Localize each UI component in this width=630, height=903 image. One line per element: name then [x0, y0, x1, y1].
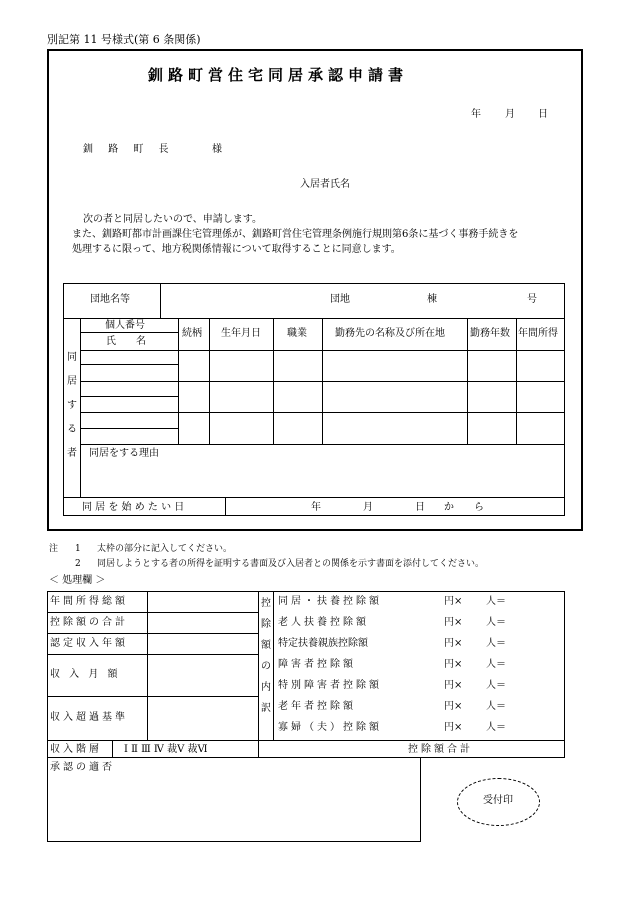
- deduction-breakdown-char: 内: [261, 682, 271, 693]
- certified-income-label: 認定収入年額: [50, 638, 128, 649]
- date-day-label: 日: [538, 109, 548, 120]
- persons-eq: 人＝: [486, 596, 506, 607]
- persons-eq: 人＝: [486, 659, 506, 670]
- deduction-grand-total-label: 控除額合計: [408, 744, 473, 755]
- form-title: 釧路町営住宅同居承認申請書: [148, 66, 409, 84]
- deduction-label: 特別障害者控除額: [278, 680, 382, 691]
- start-from-1: か: [444, 502, 454, 513]
- start-from-2: ら: [474, 502, 484, 513]
- persons-eq: 人＝: [486, 617, 506, 628]
- addressee-suffix: 様: [212, 144, 222, 155]
- complex-suffix: 団地: [330, 294, 350, 305]
- note-text: 太枠の部分に記入してください。: [97, 544, 233, 554]
- note-label: 注: [49, 544, 59, 554]
- side-label-char: 者: [67, 448, 77, 459]
- persons-eq: 人＝: [486, 722, 506, 733]
- col-years: 勤務年数: [470, 328, 510, 339]
- note-number: 2: [75, 559, 81, 569]
- start-year: 年: [311, 502, 321, 513]
- yen-times: 円×: [444, 596, 463, 607]
- col-name: 氏 名: [106, 336, 146, 347]
- deduction-label: 特定扶養親族控除額: [278, 638, 368, 649]
- persons-eq: 人＝: [486, 701, 506, 712]
- date-year-label: 年: [471, 109, 481, 120]
- deduction-label: 老年者控除額: [278, 701, 356, 712]
- unit-suffix: 号: [527, 294, 537, 305]
- col-occupation: 職業: [287, 328, 307, 339]
- deduction-label: 同居・扶養控除額: [278, 596, 382, 607]
- reason-label: 同居をする理由: [89, 448, 159, 459]
- side-label-char: す: [67, 400, 77, 411]
- excess-income-standard-label: 収入超過基準: [50, 712, 128, 723]
- persons-eq: 人＝: [486, 638, 506, 649]
- yen-times: 円×: [444, 722, 463, 733]
- deduction-label: 老人扶養控除額: [278, 617, 369, 628]
- deduction-total-label: 控除額の合計: [50, 617, 128, 628]
- side-label-char: 居: [67, 376, 77, 387]
- building-suffix: 棟: [427, 294, 437, 305]
- yen-times: 円×: [444, 638, 463, 649]
- col-relation: 続柄: [182, 328, 202, 339]
- col-personal-number: 個人番号: [105, 320, 145, 331]
- date-month-label: 月: [505, 109, 515, 120]
- reception-stamp-label: 受付印: [483, 795, 513, 806]
- deduction-breakdown-char: 除: [261, 619, 271, 630]
- deduction-breakdown-char: 額: [261, 640, 271, 651]
- start-month: 月: [363, 502, 373, 513]
- note-number: 1: [75, 544, 81, 554]
- form-reference: 別記第 11 号様式(第 6 条関係): [47, 33, 201, 46]
- monthly-income-label: 収 入 月 額: [50, 669, 121, 680]
- deduction-breakdown-char: 訳: [261, 703, 271, 714]
- start-date-label: 同 居 を 始 め た い 日: [82, 502, 185, 513]
- statement-line-3: 処理するに限って、地方税関係情報について取得することに同意します。: [72, 244, 401, 255]
- start-day: 日: [415, 502, 425, 513]
- income-class-label: 収入階層: [50, 744, 102, 755]
- statement-line-1: 次の者と同居したいので、申請します。: [83, 214, 262, 225]
- col-birthdate: 生年月日: [221, 328, 261, 339]
- deduction-label: 障害者控除額: [278, 659, 356, 670]
- processing-section-label: ＜ 処理欄 ＞: [49, 575, 106, 586]
- yen-times: 円×: [444, 680, 463, 691]
- yen-times: 円×: [444, 659, 463, 670]
- col-workplace: 勤務先の名称及び所在地: [335, 328, 445, 339]
- approval-label: 承認の適否: [50, 762, 115, 773]
- income-class-options: Ⅰ Ⅱ Ⅲ Ⅳ 裁Ⅴ 裁Ⅵ: [124, 744, 208, 755]
- deduction-breakdown-char: の: [261, 661, 271, 672]
- deduction-label: 寡婦（夫）控除額: [278, 722, 382, 733]
- annual-income-total-label: 年間所得総額: [50, 596, 128, 607]
- complex-name-label: 団地名等: [90, 294, 130, 305]
- addressee-name: 釧 路 町 長: [83, 144, 175, 155]
- yen-times: 円×: [444, 701, 463, 712]
- side-label-char: る: [67, 424, 77, 435]
- applicant-name-label: 入居者氏名: [300, 179, 350, 190]
- col-income: 年間所得: [518, 328, 558, 339]
- persons-eq: 人＝: [486, 680, 506, 691]
- yen-times: 円×: [444, 617, 463, 628]
- side-label-char: 同: [67, 352, 77, 363]
- statement-line-2: また、釧路町都市計画課住宅管理係が、釧路町営住宅管理条例施行規則第6条に基づく事務手続きを: [72, 229, 519, 240]
- note-text: 同居しようとする者の所得を証明する書面及び入居者との関係を示す書面を添付してください。: [97, 559, 485, 569]
- deduction-breakdown-char: 控: [261, 598, 271, 609]
